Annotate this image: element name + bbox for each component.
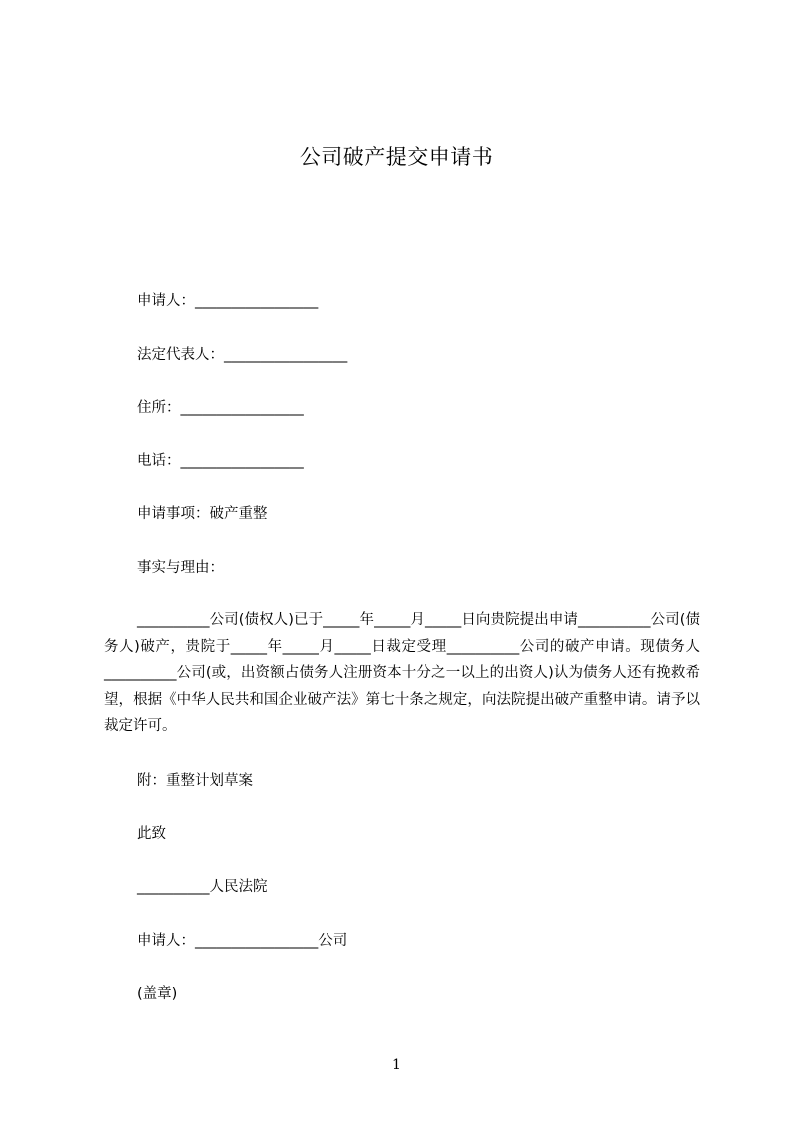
attachment-line: 附：重整计划草案 <box>137 773 253 789</box>
document-title: 公司破产提交申请书 <box>299 145 494 169</box>
legal-representative-line: 法定代表人：_________________ <box>137 347 348 363</box>
application-matter-line: 申请事项：破产重整 <box>137 506 268 522</box>
facts-heading: 事实与理由： <box>137 560 224 576</box>
salutation: 此致 <box>137 826 166 842</box>
applicant-line: 申请人：_________________ <box>137 293 319 309</box>
address-line: 住所：_________________ <box>137 400 304 416</box>
signature-line: 申请人：_________________公司 <box>137 933 348 949</box>
court-line: __________人民法院 <box>137 879 268 895</box>
facts-paragraph: __________公司(债权人)已于_____年_____月_____日向贵院提出申请__________公司(债务人)破产，贵院于_____年_____月_____日裁定受理__________公司的破产申请。现债务人__________公司(或，出资额占债务人注册资本十分之一以上的出资人)认为债务人还有挽救希望，根据《中华人民共和国企业破产法》第七十条之规定，向法院提出破产重整申请。请予以裁定许可。 <box>104 612 700 734</box>
seal-line: (盖章) <box>137 986 178 1002</box>
phone-line: 电话：_________________ <box>137 453 304 469</box>
page-number: 1 <box>392 1057 401 1073</box>
